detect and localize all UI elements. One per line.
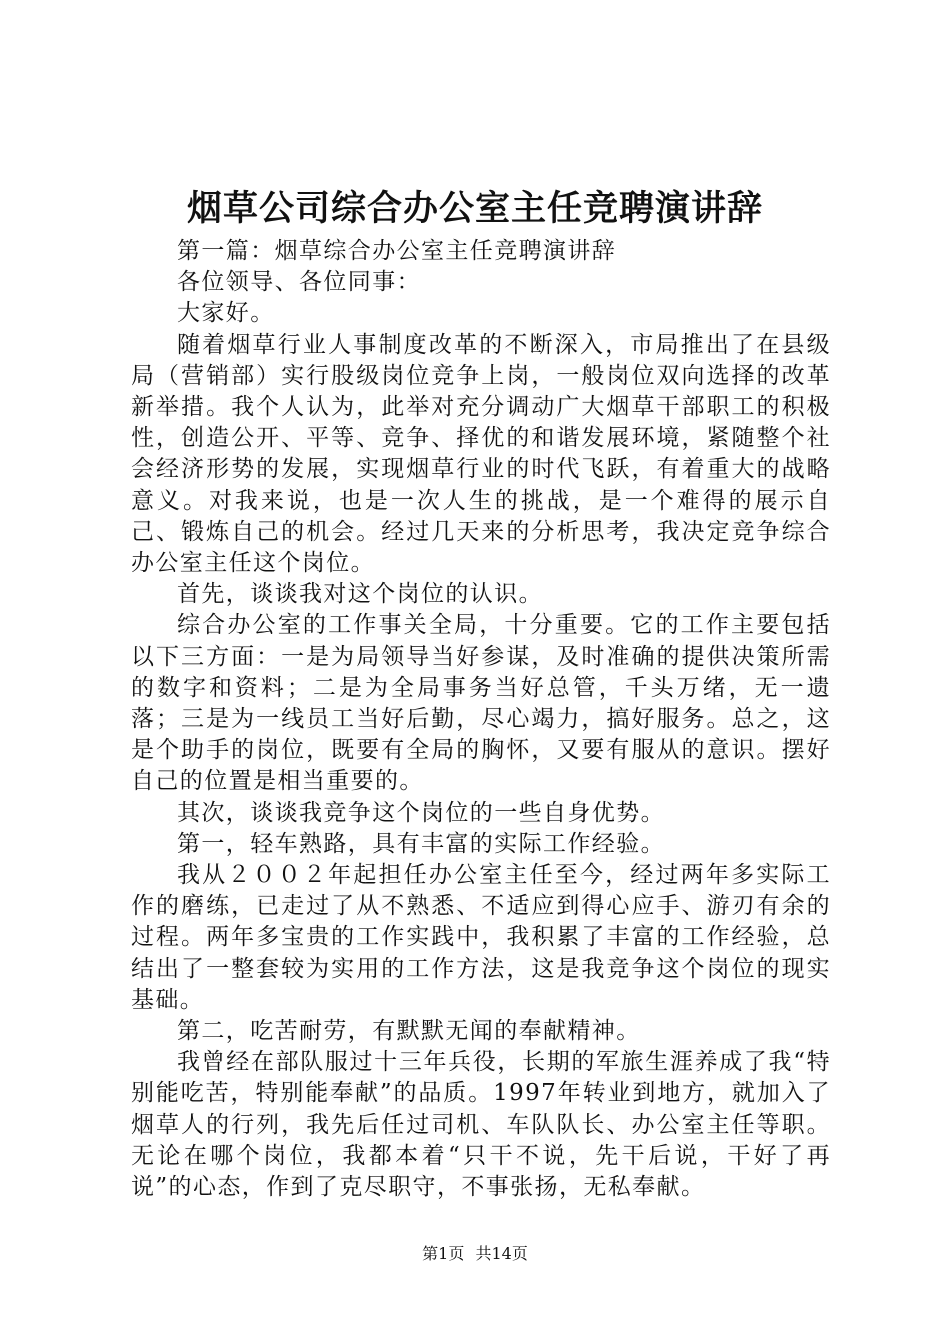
paragraph-salutation: 各位领导、各位同事： [177,269,421,296]
paragraph: 首先，谈谈我对这个岗位的认识。 [177,581,543,608]
paragraph: 第二，吃苦耐劳，有默默无闻的奉献精神。 [177,1018,641,1045]
paragraph: 其次，谈谈我竞争这个岗位的一些自身优势。 [177,799,665,826]
paragraph-heading: 第一篇：烟草综合办公室主任竞聘演讲辞 [177,238,617,264]
paragraph: 综合办公室的工作事关全局，十分重要。它的工作主要包括以下三方面：一是为局领导当好参谋，及时准确的提供决策所需的数字和资料；二是为全局事务当好总管，千头万绪，无一遗落；三是为一线员工当好后勤，尽心竭力，搞好服务。总之，这是个助手的岗位，既要有全局的胸怀，又要有服从的意识。摆好自己的位置是相当重要的。 [131,612,831,795]
paragraph: 我曾经在部队服过十三年兵役，长期的军旅生涯养成了我“特别能吃苦，特别能奉献”的品质。1997年转业到地方，就加入了烟草人的行列，我先后任过司机、车队队长、办公室主任等职。无论在哪个岗位，我都本着“只干不说，先干后说，干好了再说”的心态，作到了克尽职守，不事张扬，无私奉献。 [131,1049,831,1201]
paragraph: 我从２００２年起担任办公室主任至今，经过两年多实际工作的磨练，已走过了从不熟悉、不适应到得心应手、游刃有余的过程。两年多宝贵的工作实践中，我积累了丰富的工作经验，总结出了一整套较为实用的工作方法，这是我竞争这个岗位的现实基础。 [131,862,831,1013]
paragraph: 第一，轻车熟路，具有丰富的实际工作经验。 [177,830,665,857]
page-total: 共14页 [475,1244,528,1263]
paragraph: 随着烟草行业人事制度改革的不断深入，市局推出了在县级局（营销部）实行股级岗位竞争上岗，一般岗位双向选择的改革新举措。我个人认为，此举对充分调动广大烟草干部职工的积极性，创造公开、平等、竞争、择优的和谐发展环境，紧随整个社会经济形势的发展，实现烟草行业的时代飞跃，有着重大的战略意义。对我来说，也是一次人生的挑战，是一个难得的展示自己、锻炼自己的机会。经过几天来的分析思考，我决定竞争综合办公室主任这个岗位。 [131,331,831,577]
page-number: 第1页 [422,1244,465,1263]
document-body [131,236,831,1203]
page-footer [0,1244,950,1264]
paragraph-greeting: 大家好。 [177,300,275,327]
document-title: 烟草公司综合办公室主任竞聘演讲辞 [186,188,763,229]
